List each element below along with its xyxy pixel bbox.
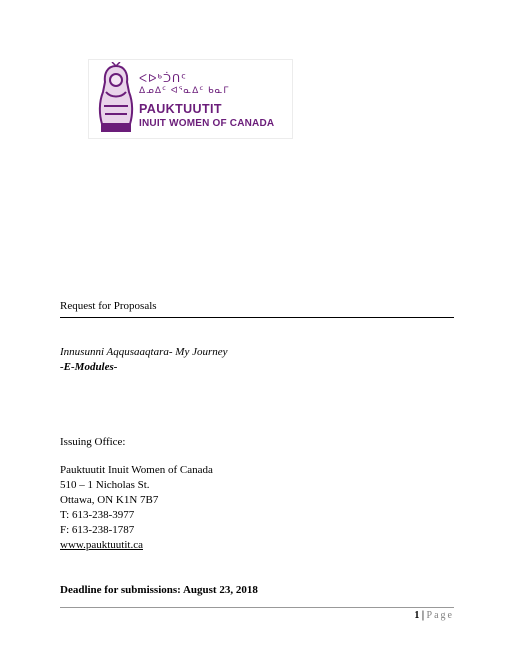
address-org: Pauktuutit Inuit Women of Canada [60, 464, 213, 476]
address-phone: T: 613-238-3977 [60, 509, 135, 521]
website-link[interactable]: www.pauktuutit.ca [60, 539, 143, 551]
logo-org-subtitle: INUIT WOMEN OF CANADA [139, 118, 275, 129]
footer-divider [60, 607, 454, 608]
pauktuutit-logo [88, 59, 293, 139]
page-separator: | [421, 610, 425, 621]
logo-syllabics-line-2: ᐃᓄᐃᑦ ᐊᕐᓇᐃᑦ ᑲᓇᒥ [139, 86, 230, 96]
address-fax: F: 613-238-1787 [60, 524, 135, 536]
submission-deadline: Deadline for submissions: August 23, 2018 [60, 584, 258, 596]
page-number: 1 [414, 610, 420, 621]
page-word: Page [426, 610, 454, 621]
page-footer [414, 610, 454, 621]
address-city: Ottawa, ON K1N 7B7 [60, 494, 159, 506]
logo-org-name: PAUKTUUTIT [139, 102, 222, 116]
document-heading: Request for Proposals [60, 300, 157, 312]
project-subtitle: -E-Modules- [60, 361, 118, 373]
heading-divider [60, 317, 454, 318]
issuing-office-label: Issuing Office: [60, 436, 126, 448]
address-street: 510 – 1 Nicholas St. [60, 479, 150, 491]
website-line [60, 538, 143, 553]
project-title: Innusunni Aqqusaaqtara- My Journey [60, 346, 228, 358]
inuit-woman-figure-icon [95, 62, 137, 136]
logo-syllabics-line-1: ᐸᐅᒃᑑᑎᑦ [139, 72, 187, 85]
